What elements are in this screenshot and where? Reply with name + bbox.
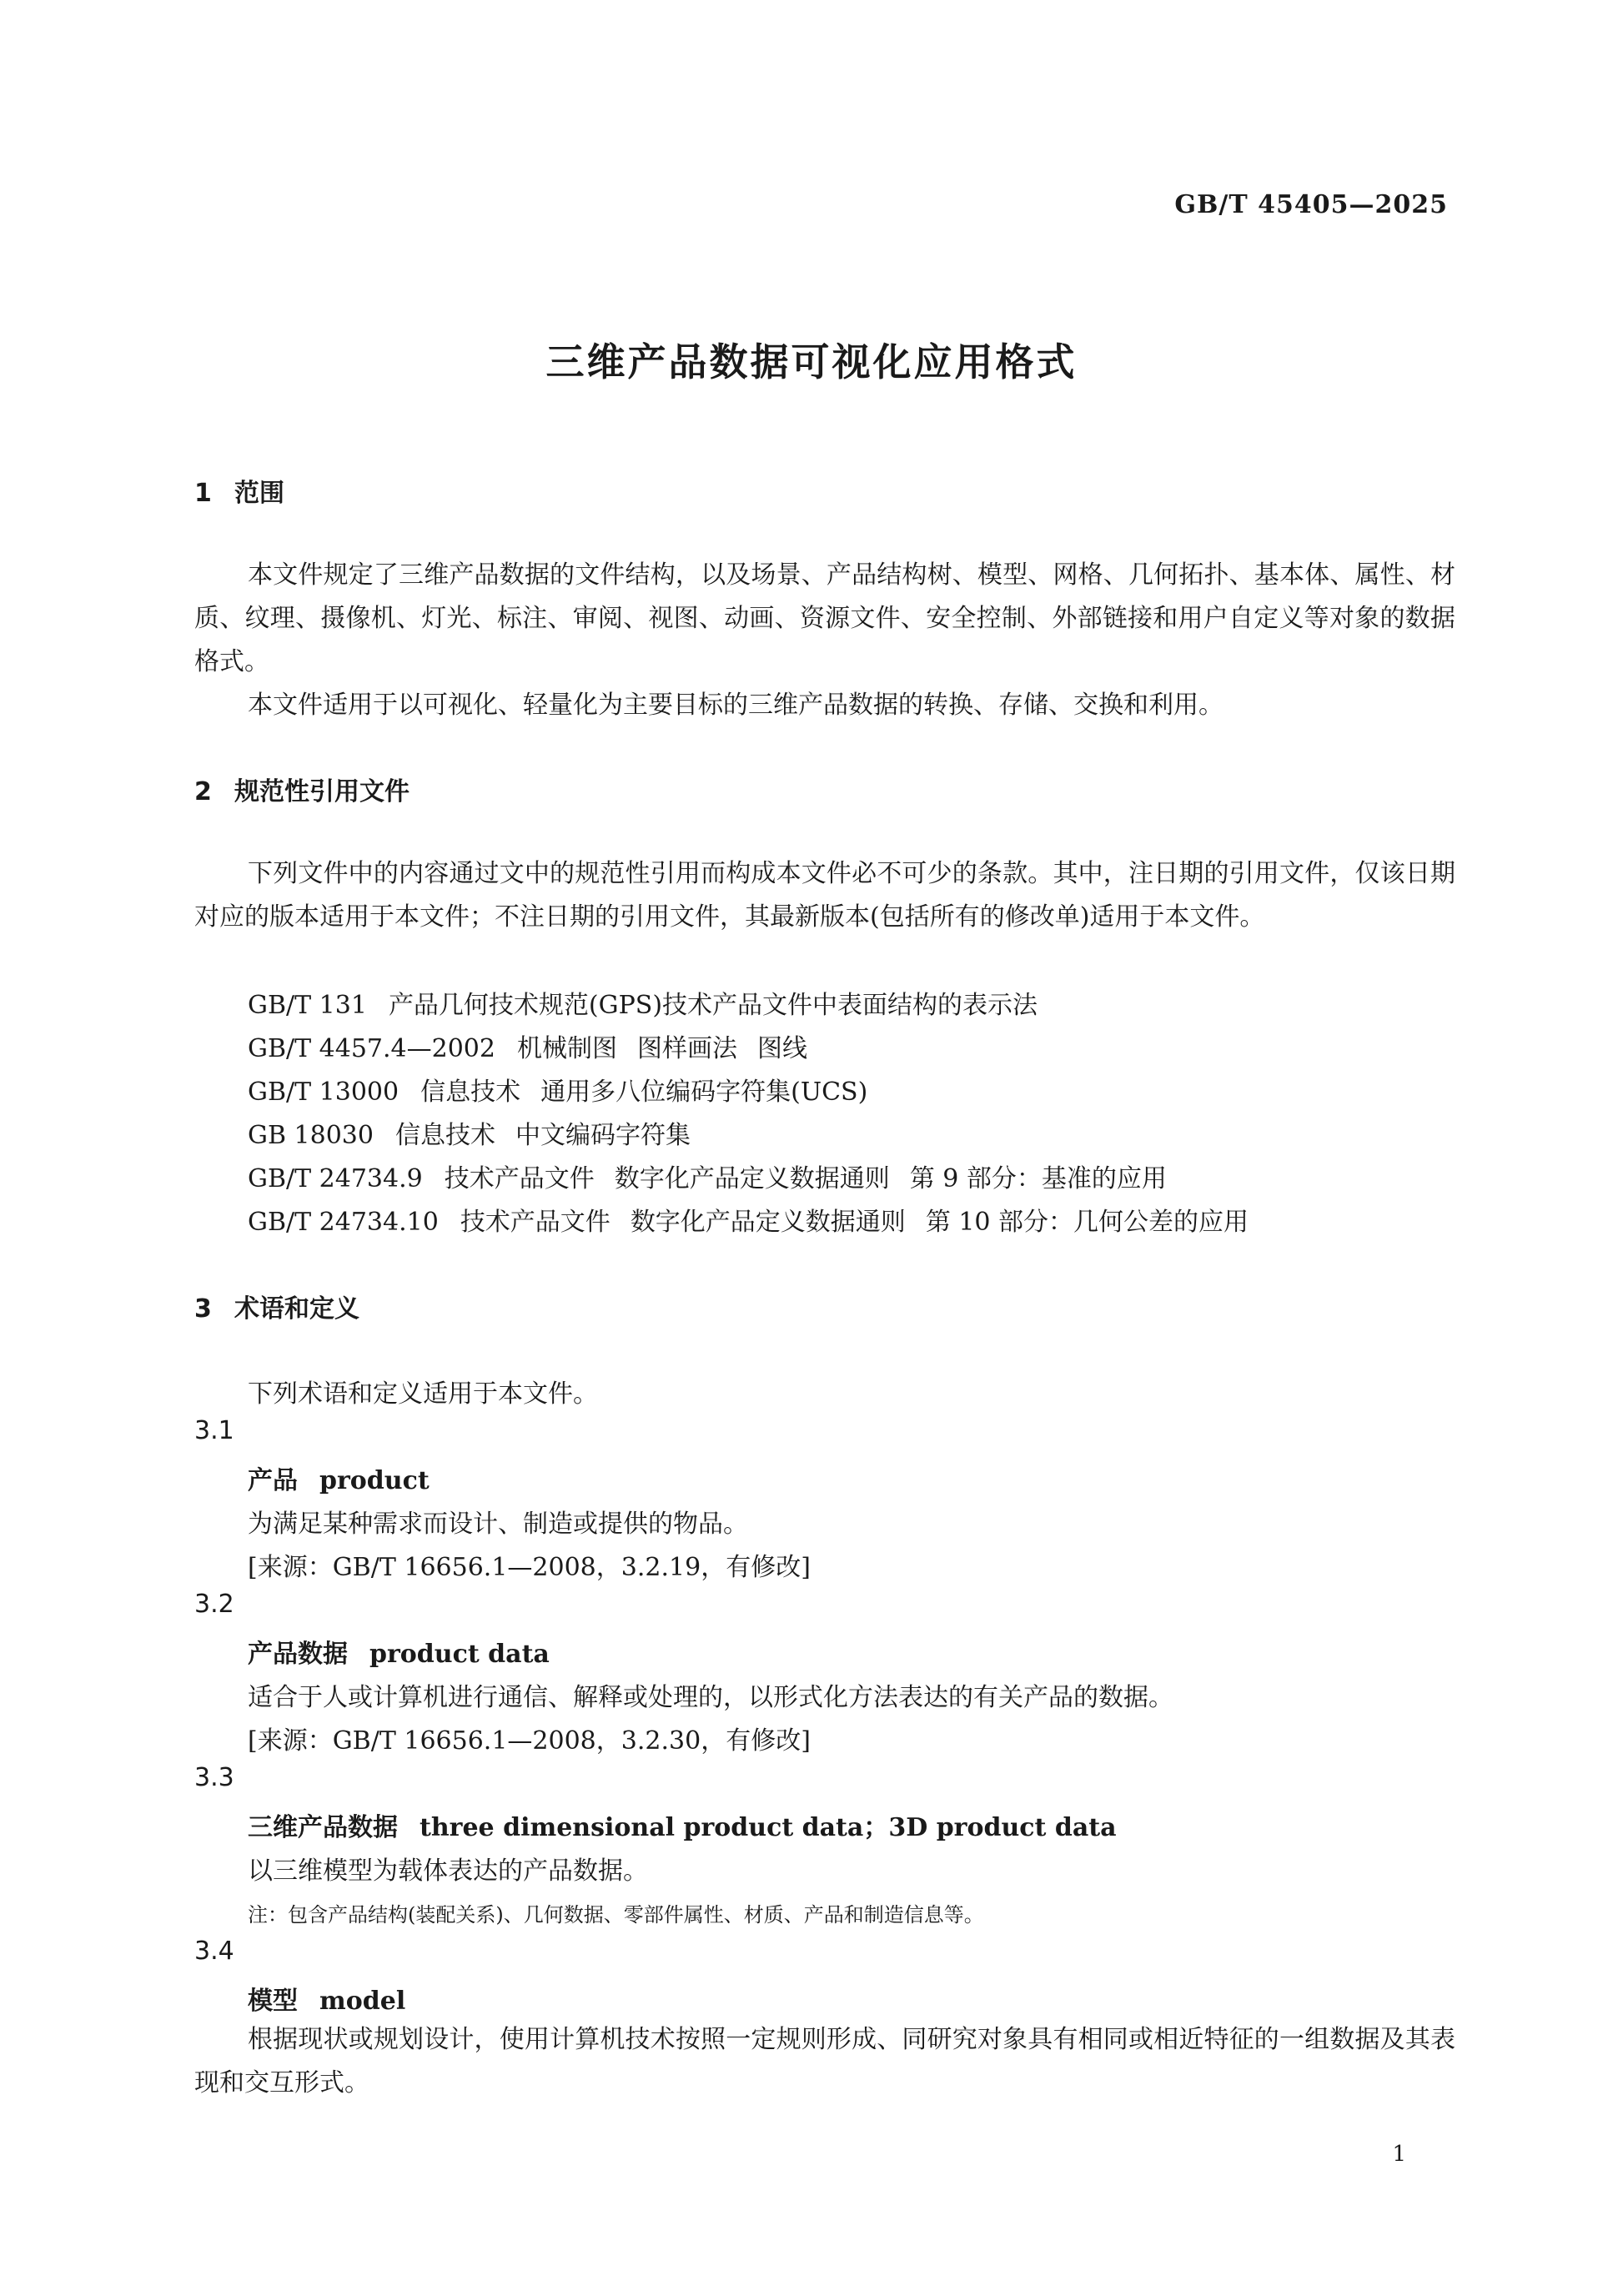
term-en: product data — [369, 1640, 550, 1669]
reference-item — [248, 1114, 691, 1151]
term-definition: 为满足某种需求而设计、制造或提供的物品。 — [248, 1510, 748, 1539]
term-number: 3.2 — [194, 1590, 234, 1619]
reference-code: GB/T 131 — [248, 991, 367, 1020]
term-heading — [248, 1459, 430, 1496]
section-title: 规范性引用文件 — [234, 777, 410, 806]
section-heading-3 — [194, 1288, 359, 1324]
reference-title: 中文编码字符集 — [515, 1121, 691, 1150]
term-number: 3.1 — [194, 1416, 234, 1445]
reference-code: GB 18030 — [248, 1121, 374, 1150]
term-source: [来源：GB/T 16656.1—2008，3.2.30，有修改] — [248, 1726, 811, 1756]
section-number: 3 — [194, 1294, 212, 1324]
reference-title: 信息技术 — [394, 1121, 495, 1150]
term-zh: 三维产品数据 — [248, 1813, 398, 1842]
reference-item — [248, 1071, 867, 1108]
term-definition: 以三维模型为载体表达的产品数据。 — [248, 1856, 648, 1886]
term-heading — [248, 1806, 1117, 1843]
reference-title: 第 10 部分：几何公差的应用 — [925, 1208, 1249, 1237]
reference-title: 机械制图 — [516, 1034, 617, 1063]
reference-title: 信息技术 — [420, 1078, 521, 1107]
reference-title: 第 9 部分：基准的应用 — [909, 1164, 1167, 1193]
section-title: 范围 — [234, 479, 284, 508]
reference-item — [248, 984, 1038, 1021]
section-number: 2 — [194, 777, 212, 806]
reference-title: 产品几何技术规范(GPS)技术产品文件中表面结构的表示法 — [388, 991, 1038, 1020]
term-en: model — [319, 1987, 406, 2016]
reference-item — [248, 1158, 1167, 1194]
section-title: 术语和定义 — [234, 1294, 359, 1324]
reference-title: 技术产品文件 — [460, 1208, 611, 1237]
reference-code: GB/T 13000 — [248, 1078, 399, 1107]
term-note: 注：包含产品结构(装配关系)、几何数据、零部件属性、材质、产品和制造信息等。 — [248, 1903, 984, 1927]
section-intro: 下列术语和定义适用于本文件。 — [248, 1379, 598, 1409]
paragraph: 下列文件中的内容通过文中的规范性引用而构成本文件必不可少的条款。其中，注日期的引用文件，仅该日期对应的版本适用于本文件；不注日期的引用文件，其最新版本(包括所有的修改单)适用于本文件。 — [194, 859, 1455, 932]
reference-title: 通用多八位编码字符集(UCS) — [540, 1078, 868, 1107]
reference-code: GB/T 24734.10 — [248, 1208, 439, 1237]
term-zh: 产品 — [248, 1466, 298, 1495]
reference-item — [248, 1027, 807, 1064]
term-zh: 产品数据 — [248, 1640, 348, 1669]
term-heading — [248, 1980, 405, 2017]
term-definition: 适合于人或计算机进行通信、解释或处理的，以形式化方法表达的有关产品的数据。 — [248, 1683, 1173, 1712]
reference-title: 技术产品文件 — [444, 1164, 595, 1193]
standard-code: GB/T 45405—2025 — [1174, 190, 1448, 219]
reference-title: 数字化产品定义数据通则 — [630, 1208, 906, 1237]
paragraph: 本文件规定了三维产品数据的文件结构，以及场景、产品结构树、模型、网格、几何拓扑、基本体、属性、材质、纹理、摄像机、灯光、标注、审阅、视图、动画、资源文件、安全控制、外部链接和用户自定义等对象的数据格式。 — [194, 560, 1455, 676]
section-number: 1 — [194, 479, 212, 508]
term-en: three dimensional product data；3D product data — [420, 1813, 1117, 1842]
reference-item — [248, 1201, 1249, 1238]
page-number: 1 — [1392, 2142, 1406, 2167]
reference-code: GB/T 4457.4—2002 — [248, 1034, 495, 1063]
reference-code: GB/T 24734.9 — [248, 1164, 423, 1193]
reference-title: 图样画法 — [636, 1034, 737, 1063]
term-number: 3.3 — [194, 1763, 234, 1792]
term-heading — [248, 1633, 550, 1670]
term-number: 3.4 — [194, 1937, 234, 1966]
term-source: [来源：GB/T 16656.1—2008，3.2.19，有修改] — [248, 1553, 811, 1582]
reference-title: 图线 — [756, 1034, 807, 1063]
paragraph: 本文件适用于以可视化、轻量化为主要目标的三维产品数据的转换、存储、交换和利用。 — [248, 691, 1224, 720]
reference-title: 数字化产品定义数据通则 — [614, 1164, 890, 1193]
term-definition: 根据现状或规划设计，使用计算机技术按照一定规则形成、同研究对象具有相同或相近特征的一组数据及其表现和交互形式。 — [194, 2025, 1455, 2098]
term-zh: 模型 — [248, 1987, 298, 2016]
section-heading-2 — [194, 771, 410, 807]
section-heading-1 — [194, 472, 284, 509]
document-title: 三维产品数据可视化应用格式 — [545, 339, 1078, 384]
term-en: product — [319, 1466, 430, 1495]
